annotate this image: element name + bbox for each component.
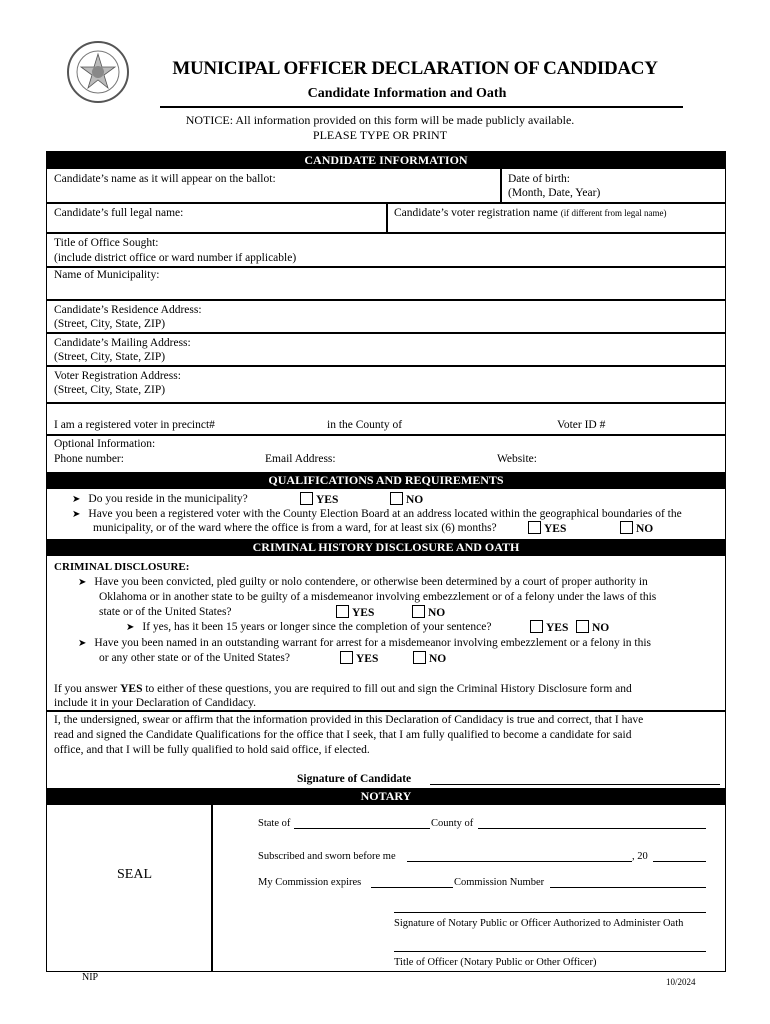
divider — [46, 202, 500, 204]
q2-text-line2: municipality, or of the ward where the office is from a ward, for at least six (6) months? — [93, 522, 497, 534]
phone-label: Phone number: — [54, 453, 124, 465]
q1-no[interactable]: NO — [390, 492, 423, 508]
c2-line1: ➤ Have you been named in an outstanding warrant for arrest for a misdemeanor involving embezzlement or a felony in this — [78, 637, 652, 649]
section-notary: NOTARY — [46, 788, 726, 805]
c2-no[interactable]: NO — [413, 651, 446, 667]
divider — [46, 710, 726, 712]
c1-sub: ➤ If yes, has it been 15 years or longer since the completion of your sentence? — [126, 621, 492, 633]
candidate-signature-line[interactable] — [430, 784, 720, 785]
notary-county-label: County of — [431, 818, 474, 829]
municipality-label: Name of Municipality: — [54, 269, 160, 281]
disclosure-note-line1: If you answer YES to either of these questions, you are required to fill out and sign the Criminal History Disclosure form and — [54, 683, 632, 695]
divider — [46, 434, 726, 436]
arrow-bullet-icon: ➤ — [78, 577, 87, 588]
voter-id-label: Voter ID # — [557, 419, 606, 431]
commission-expires-label: My Commission expires — [258, 877, 362, 888]
divider — [46, 232, 726, 234]
commission-number-label: Commission Number — [454, 877, 545, 888]
page-subtitle: Candidate Information and Oath — [307, 86, 507, 101]
c1-line1: ➤ Have you been convicted, pled guilty or nolo contendere, or otherwise been determined by a court of proper authority in — [78, 576, 648, 588]
county-label: in the County of — [327, 419, 403, 431]
ballot-name-label: Candidate’s name as it will appear on the ballot: — [54, 173, 276, 185]
criminal-disclosure-heading: CRIMINAL DISCLOSURE: — [54, 561, 190, 573]
footer-date: 10/2024 — [666, 977, 696, 987]
oath-line1: I, the undersigned, swear or affirm that the information provided in this Declaration of Candidacy is true and correct, that I have — [54, 714, 644, 726]
disclosure-note-line2: include it in your Declaration of Candidacy. — [54, 697, 257, 709]
optional-info-label: Optional Information: — [54, 438, 156, 450]
c2-yes-checkbox[interactable] — [340, 651, 353, 664]
oath-line3: office, and that I will be fully qualified to hold said office, if elected. — [54, 744, 370, 756]
voter-reg-name-label: Candidate’s voter registration name (if different from legal name) — [394, 207, 667, 219]
header-divider — [160, 106, 683, 108]
divider — [500, 169, 502, 204]
subscribed-label: Subscribed and sworn before me — [258, 851, 396, 862]
q2-yes[interactable]: YES — [528, 521, 566, 537]
c1-line3: state or of the United States? — [99, 606, 232, 618]
q1-yes[interactable]: YES — [300, 492, 338, 508]
divider — [211, 805, 213, 972]
year-label: , 20 — [632, 851, 648, 862]
year-line[interactable] — [653, 861, 706, 862]
officer-title-label: Title of Officer (Notary Public or Other Officer) — [394, 957, 597, 968]
q2-no[interactable]: NO — [620, 521, 653, 537]
q1-text: ➤ Do you reside in the municipality? — [72, 493, 248, 505]
dob-format-label: (Month, Date, Year) — [508, 187, 601, 199]
arrow-bullet-icon: ➤ — [72, 494, 81, 505]
page-title: MUNICIPAL OFFICER DECLARATION OF CANDIDACY — [172, 58, 658, 79]
office-sought-note: (include district office or ward number if applicable) — [54, 252, 297, 264]
section-candidate-information: CANDIDATE INFORMATION — [46, 152, 726, 169]
notary-state-label: State of — [258, 818, 291, 829]
legal-name-label: Candidate’s full legal name: — [54, 207, 184, 219]
website-label: Website: — [497, 453, 537, 465]
dob-label: Date of birth: — [508, 173, 570, 185]
c1-yes-checkbox[interactable] — [336, 605, 349, 618]
notary-signature-line[interactable] — [394, 912, 706, 913]
c1-no-checkbox[interactable] — [412, 605, 425, 618]
q1-yes-checkbox[interactable] — [300, 492, 313, 505]
arrow-bullet-icon: ➤ — [78, 638, 87, 649]
c1-yes[interactable]: YES — [336, 605, 374, 621]
residence-address-note: (Street, City, State, ZIP) — [54, 318, 166, 330]
section-criminal-history: CRIMINAL HISTORY DISCLOSURE AND OATH — [46, 539, 726, 556]
divider — [46, 365, 726, 367]
c1-sub-yes[interactable]: YES — [530, 620, 568, 636]
c1-no[interactable]: NO — [412, 605, 445, 621]
mailing-address-label: Candidate’s Mailing Address: — [54, 337, 191, 349]
officer-title-line[interactable] — [394, 951, 706, 952]
c2-no-checkbox[interactable] — [413, 651, 426, 664]
residence-address-label: Candidate’s Residence Address: — [54, 304, 202, 316]
divider — [46, 402, 726, 404]
notary-state-line[interactable] — [294, 828, 430, 829]
footer-code: NIP — [82, 972, 99, 983]
subscribed-line[interactable] — [407, 861, 632, 862]
c1-sub-no-checkbox[interactable] — [576, 620, 589, 633]
q2-text-line1: ➤ Have you been a registered voter with the County Election Board at an address located within the geographical boundaries of the — [72, 508, 682, 520]
office-sought-label: Title of Office Sought: — [54, 237, 159, 249]
q2-no-checkbox[interactable] — [620, 521, 633, 534]
commission-number-line[interactable] — [550, 887, 706, 888]
commission-expires-line[interactable] — [371, 887, 453, 888]
c2-yes[interactable]: YES — [340, 651, 378, 667]
voter-reg-address-label: Voter Registration Address: — [54, 370, 181, 382]
arrow-bullet-icon: ➤ — [126, 622, 135, 633]
voter-reg-address-note: (Street, City, State, ZIP) — [54, 384, 166, 396]
q1-no-checkbox[interactable] — [390, 492, 403, 505]
oath-line2: read and signed the Candidate Qualifications for the office that I seek, that I am fully qualified to become a candidate for said — [54, 729, 632, 741]
notary-signature-label: Signature of Notary Public or Officer Authorized to Administer Oath — [394, 918, 684, 929]
c1-sub-no[interactable]: NO — [576, 620, 609, 636]
divider — [386, 202, 388, 233]
email-label: Email Address: — [265, 453, 336, 465]
candidate-signature-label: Signature of Candidate — [297, 773, 412, 785]
divider — [46, 299, 726, 301]
section-qualifications: QUALIFICATIONS AND REQUIREMENTS — [46, 472, 726, 489]
notice: NOTICE: All information provided on this form will be made publicly available. PLEASE TYPE OR PRINT — [185, 113, 575, 142]
q2-yes-checkbox[interactable] — [528, 521, 541, 534]
precinct-label: I am a registered voter in precinct# — [54, 419, 215, 431]
divider — [46, 332, 726, 334]
c2-line2: or any other state or of the United States? — [99, 652, 290, 664]
mailing-address-note: (Street, City, State, ZIP) — [54, 351, 166, 363]
c1-sub-yes-checkbox[interactable] — [530, 620, 543, 633]
c1-line2: Oklahoma or in another state to be guilty of a misdemeanor involving embezzlement or of a felony under the laws of this — [99, 591, 657, 603]
arrow-bullet-icon: ➤ — [72, 509, 81, 520]
notary-county-line[interactable] — [478, 828, 706, 829]
divider — [500, 202, 726, 204]
notary-seal-label: SEAL — [117, 867, 152, 882]
